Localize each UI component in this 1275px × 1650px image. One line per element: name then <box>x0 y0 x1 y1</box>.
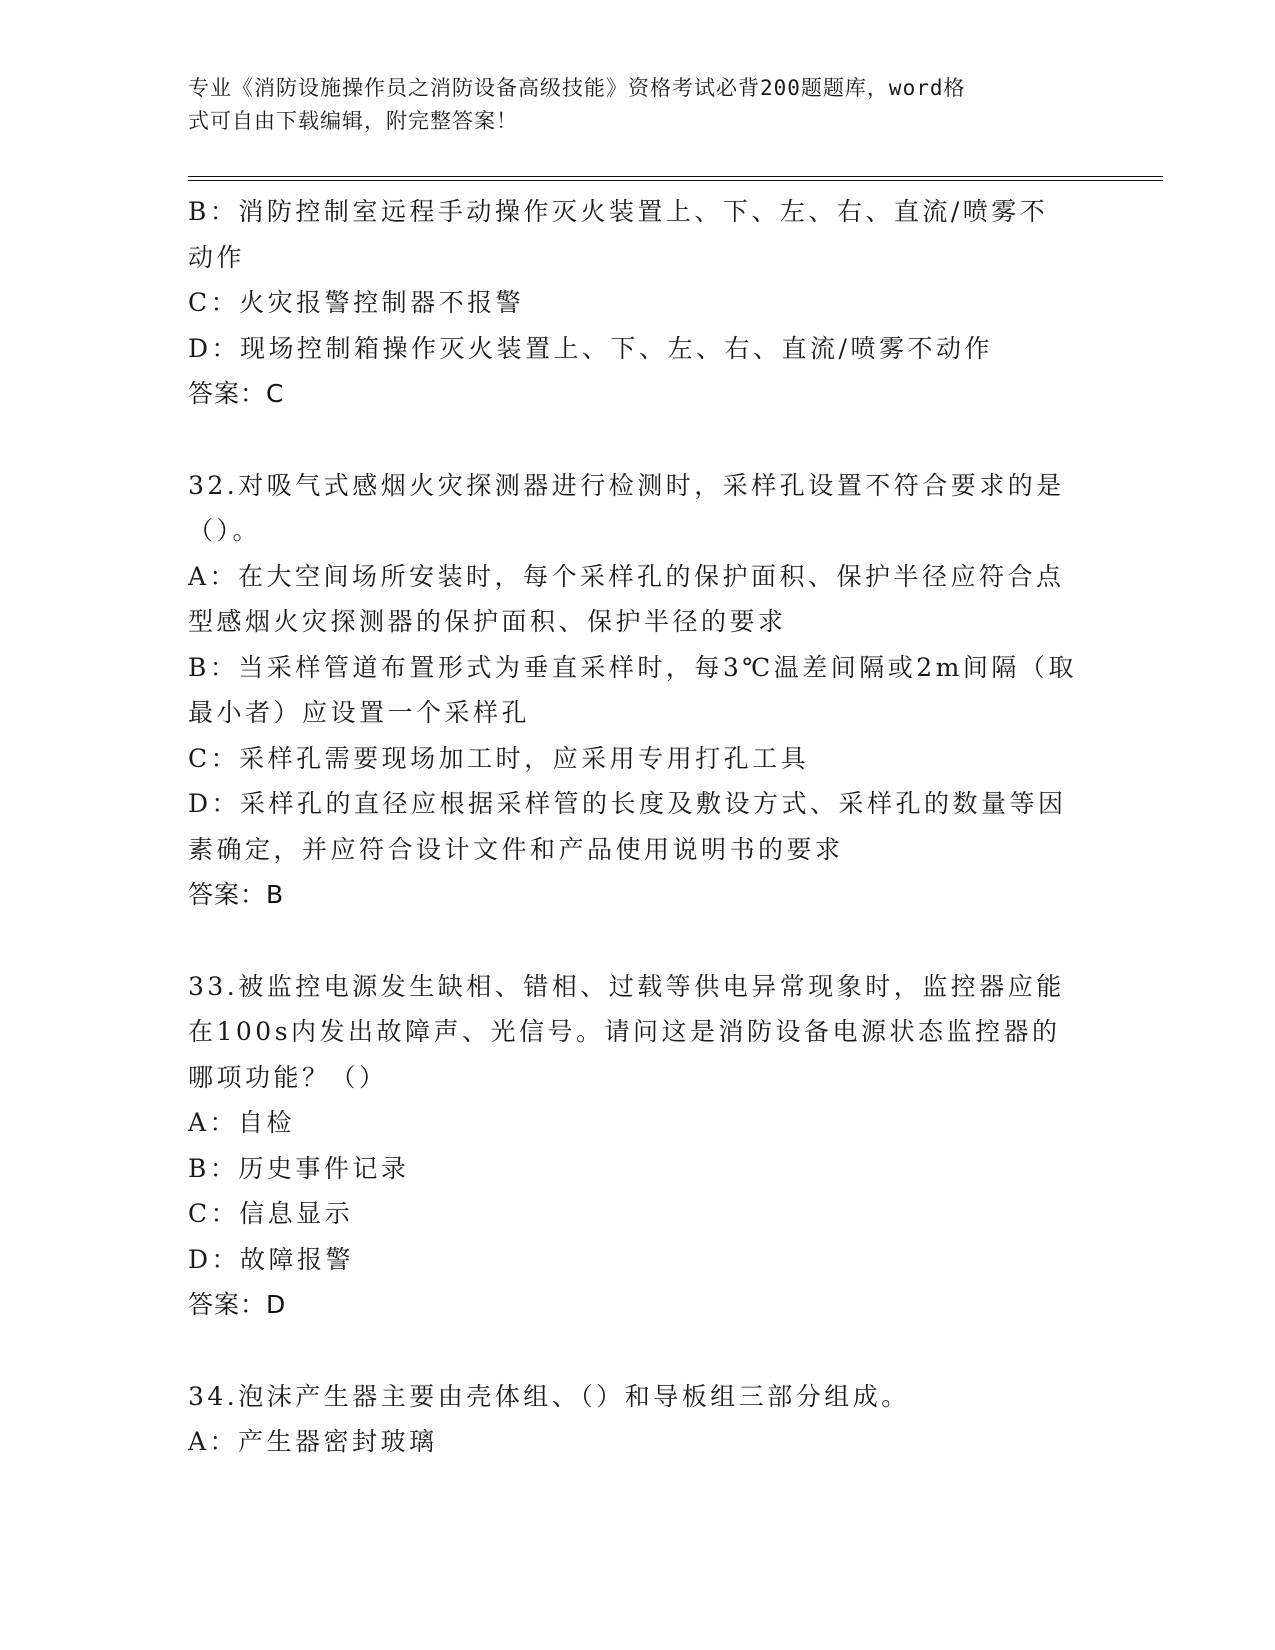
q32-option-d-line-2: 素确定，并应符合设计文件和产品使用说明书的要求 <box>188 834 844 864</box>
q34-stem: 34.泡沫产生器主要由壳体组、（）和导板组三部分组成。 <box>188 1381 910 1411</box>
q32-option-a-line-2: 型感烟火灾探测器的保护面积、保护半径的要求 <box>188 607 787 636</box>
q31-option-b-line-1: B：消防控制室远程手动操作灭火装置上、下、左、右、直流/喷雾不 <box>188 197 1049 226</box>
q32-option-b-line-1: B：当采样管道布置形式为垂直采样时，每3℃温差间隔或2m间隔（取 <box>188 652 1077 682</box>
q33-answer: 答案：D <box>188 1290 287 1319</box>
q33-stem-line-3: 哪项功能？（） <box>188 1062 388 1092</box>
q33-option-d: D：故障报警 <box>188 1244 355 1274</box>
question-list <box>188 189 1088 1465</box>
q33-option-a: A：自检 <box>188 1108 296 1137</box>
q34-option-a: A：产生器密封玻璃 <box>188 1427 438 1456</box>
q31-option-d: D：现场控制箱操作灭火装置上、下、左、右、直流/喷雾不动作 <box>188 333 993 363</box>
question-spacer <box>188 918 1088 964</box>
q32-stem-line-2: （）。 <box>188 516 262 545</box>
question-34 <box>188 1374 1088 1465</box>
q32-stem-line-1: 32.对吸气式感烟火灾探测器进行检测时，采样孔设置不符合要求的是 <box>188 470 1065 500</box>
q32-option-a-line-1: A：在大空间场所安装时，每个采样孔的保护面积、保护半径应符合点 <box>188 561 1065 591</box>
header-title-line-2: 式可自由下载编辑，附完整答案！ <box>188 109 518 133</box>
header-title-line-1: 专业《消防设施操作员之消防设备高级技能》资格考试必背200题题库，word格 <box>188 76 966 100</box>
question-33 <box>188 964 1088 1328</box>
q32-answer: 答案：B <box>188 880 285 909</box>
header-divider <box>188 176 1163 181</box>
q32-option-c: C：采样孔需要现场加工时，应采用专用打孔工具 <box>188 743 810 773</box>
q31-option-c: C：火灾报警控制器不报警 <box>188 288 525 317</box>
q32-option-d-line-1: D：采样孔的直径应根据采样管的长度及敷设方式、采样孔的数量等因 <box>188 789 1067 818</box>
question-31 <box>188 189 1088 417</box>
q33-stem-line-2: 在100s内发出故障声、光信号。请问这是消防设备电源状态监控器的 <box>188 1017 1061 1046</box>
document-header <box>188 72 1068 138</box>
question-spacer <box>188 417 1088 463</box>
q33-stem-line-1: 33.被监控电源发生缺相、错相、过载等供电异常现象时，监控器应能 <box>188 971 1065 1001</box>
q33-option-b: B：历史事件记录 <box>188 1153 410 1183</box>
question-32 <box>188 463 1088 918</box>
q31-option-b-line-2: 动作 <box>188 242 246 272</box>
q31-answer: 答案：C <box>188 379 285 408</box>
question-spacer <box>188 1328 1088 1374</box>
q32-option-b-line-2: 最小者）应设置一个采样孔 <box>188 698 531 727</box>
q33-option-c: C：信息显示 <box>188 1199 354 1228</box>
